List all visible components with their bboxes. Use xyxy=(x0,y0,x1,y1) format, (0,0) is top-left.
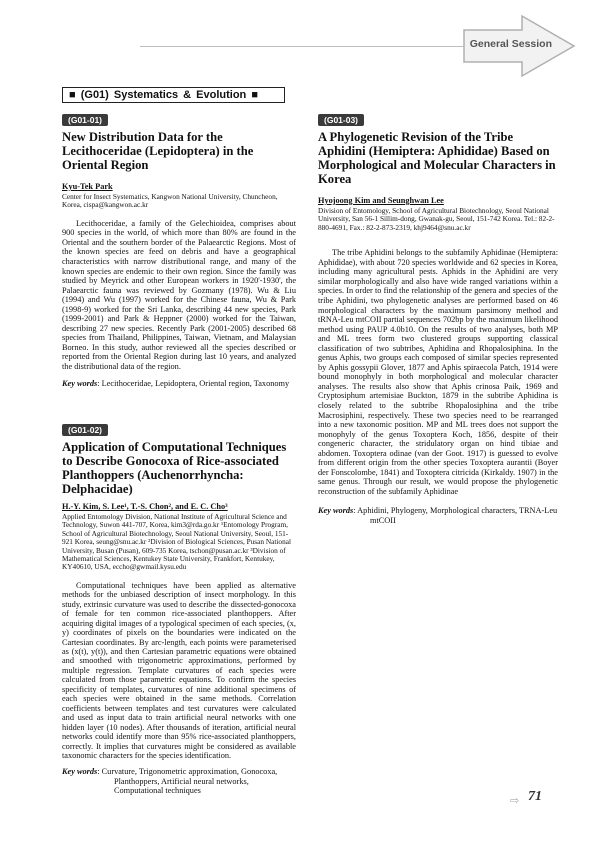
article-g01-01 xyxy=(62,110,296,388)
article-title: A Phylogenetic Revision of the Tribe Aphidini (Hemiptera: Aphididae) Based on Morphological and Molecular Characters in Korea xyxy=(318,130,556,186)
header-rule xyxy=(140,46,480,47)
double-arrow-icon: ⇨ xyxy=(510,794,520,807)
session-label: General Session xyxy=(469,38,552,50)
article-title: New Distribution Data for the Lecithoceridae (Lepidoptera) in the Oriental Region xyxy=(62,130,254,172)
keywords-label: Key words xyxy=(62,767,98,777)
article-g01-02 xyxy=(62,420,296,796)
article-affiliation: Applied Entomology Division, National Institute of Agricultural Science and Technology, Suwon 441-707, Korea, kim3@rda.go.kr ¹Entomology Program, School of Agricultural Biotechnology, Seoul National University, Seoul, 151-921 Korea, seung@snu.ac.kr ²Division of Biological Sciences, Pusan National University, Busan (Pusan), 609-735 Korea, tschon@pusan.ac.kr ³Division of Mathematical Sciences, Kentukey State University, Frankfort, Kentukey, KY40610, USA, eccho@gwmail.kysu.edu xyxy=(62,512,291,572)
article-keywords: Key words: Aphidini, Phylogeny, Morphological characters, TRNA-Leu mtCOII xyxy=(318,506,558,525)
article-code: (G01-03) xyxy=(318,114,364,126)
article-title: Application of Computational Techniques to Describe Gonocoxa of Rice-associated Planthoppers (Auchenorrhyncha: Delphacidae) xyxy=(62,440,287,496)
square-bullet-icon: ■ xyxy=(69,89,76,101)
article-abstract: Lecithoceridae, a family of the Gelechioidea, comprises about 900 species in the world, of which more than 80% are found in the Oriental and the southern border of the Palaearctic Regions. Most of the known species are feed on debris and have a geographical characteristics with narrow distributional range, and many of the known species are endemic to their own region. Since the family was studied by Meyrick and other European workers in 1920'-1930', the Palaearctic fauna was reviewed by Gozmany (1978). Wu & Liu (1994) and Wu (1997) worked for the Chinese fauna, Wu & Park (1998-9) worked for the Sri Lanka, describing 44 new species, Park (1999-2001) and Park & Heppner (2000) worked for the Taiwan, describing 27 new species. Recently Park (2001-2005) described 68 species from Thailand, Philippines, Taiwan, Vietnam, and Malaysian Borneo. In this study, author reviewed all the species described or reported from the Oriental Region during last 10 years, and analyzed the distributional data of the region. xyxy=(62,218,296,372)
article-keywords: Key words: Lecithoceridae, Lepidoptera, Oriental region, Taxonomy xyxy=(62,378,290,388)
article-abstract: The tribe Aphidini belongs to the subfamily Aphidinae (Hemiptera: Aphididae), with about 720 species worldwide and 62 species in Korea, including many agricultural pests. Aphids in the Aphidini are very similar morphologically and also have wide ranged variations within a species. In order to find the relationship of the genera and species of the tribe Aphidini, two phylogenetic analyses are performed based on 46 morphological characters by the maximum parsimony method and tRNA-Leu mtCOII partial sequences 702bp by the maximum likelihood method using PAUP 4.0b10. On the results of two analyses, both MP and ML trees form two clustered groups supporting classical classification of two subtribes, Aphidina and Rhopalosiphina. In the genus Aphis, two groups each composed of similar species represented by Aphis gossypii Glover, 1877 and Aphis spiraecola Patch, 1914 were bound monophyly in both morphological and molecular character analyses. The results also show that Aphis crinosa Paik, 1969 and Cryptosiphum artemisiae Buckton, 1879 in the subtribe Aphidina is closely related to the subtribe Rhopalosiphina and the tribe Macrosiphini, respectively. These two species need to be rearranged into a new taxonomic position. MP and ML trees does not support the monophyly of the genus Toxoptera Koch, 1856, despite of their congeneric character, the stridulatory organ on hind tibiae and abdomen. Toxoptera odinae (van der Goot. 1917) is guessed to evolve from different origin from the other species Toxoptera aurantii (Boyer der Fonscolombe, 1841) and Toxoptera citricida (Kirkaldy. 1907) in the same genus. Through our result, we would propose the phylogenetic reconstruction of the subfamily Aphidinae xyxy=(318,248,558,496)
keywords-label: Key words xyxy=(318,506,354,516)
article-g01-03 xyxy=(318,110,558,525)
article-keywords: Key words: Curvature, Trigonometric approximation, Gonocoxa, Planthoppers, Artificial neural networks, Computational techniques xyxy=(62,767,278,796)
article-abstract: Computational techniques have been applied as alternative methods for the unbiased description of insect morphology. In this study, extrinsic curvature was used to describe the dissected-gonocoxa of female for ten common rice-associated planthoppers. After acquiring digital images of a typological specimen of each species, (x, y) coordinates of pixels on the boundaries were indicated on the Cartesian coordinates. By arc-length, each points were parameterised as (x(t), y(t)), and then Cartesian parametric equations were obtained and smoothed with trigonometric approximations, performed by multiple regression. Template curvatures of each species were calculated from those parametric equations. To confirm the species specificity of templates, curvatures of nine additional specimens of each species were obtained in the same methods. Correlation coefficients between templates and test curvatures were calculated and used as input data to train artificial neural networks with one hidden layer (10 nodes). After thousands of iteration, artificial neural networks could identify more than 95% rice-associated planthoppers, correctly. It implies that curvatures might be considered as available taxonomic characters for the species identification. xyxy=(62,580,296,760)
article-authors: H.-Y. Kim, S. Lee¹, T.-S. Chon², and E. C. Cho³ xyxy=(62,502,228,511)
section-title: ■ (G01) Systematics & Evolution ■ xyxy=(62,87,285,103)
keywords-label: Key words xyxy=(62,378,98,388)
article-affiliation: Division of Entomology, School of Agricultural Biotechnology, Seoul National University, San 56-1 Sillim-dong, Gwanak-gu, Seoul, 151-742 Korea. Tel.: 82-2-880-4691, Fax.: 82-2-873-2319, khj9464@snu.ac.kr xyxy=(318,206,555,232)
article-code: (G01-02) xyxy=(62,424,108,436)
page-number: 71 xyxy=(528,789,542,804)
square-bullet-icon: ■ xyxy=(251,89,258,101)
article-code: (G01-01) xyxy=(62,114,108,126)
article-authors: Kyu-Tek Park xyxy=(62,182,113,191)
article-affiliation: Center for Insect Systematics, Kangwon National University, Chuncheon, Korea, cispa@kangwon.ac.kr xyxy=(62,192,278,210)
article-authors: Hyojoong Kim and Seunghwan Lee xyxy=(318,196,444,205)
